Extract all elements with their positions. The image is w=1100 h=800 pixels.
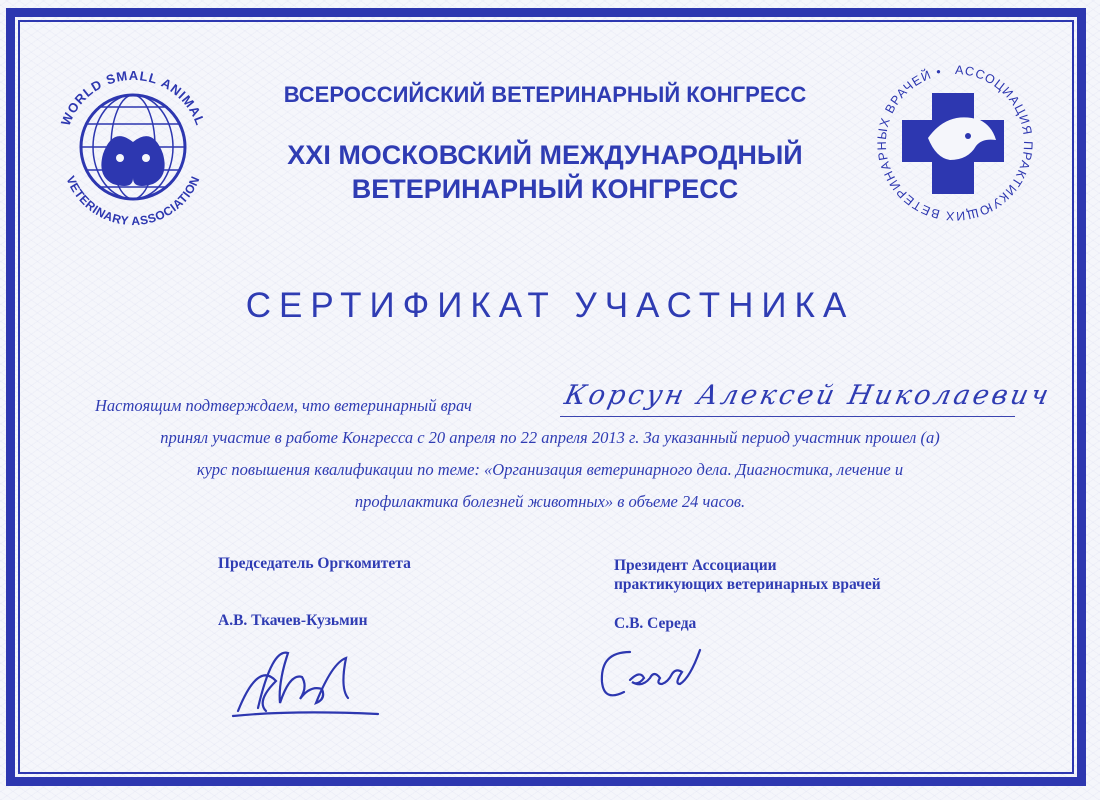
president-name: С.В. Середа: [614, 615, 697, 632]
president-title: Президент Ассоциации: [614, 557, 777, 574]
svg-text:WORLD SMALL ANIMAL: WORLD SMALL ANIMAL: [57, 67, 209, 128]
congress-title-line1: XXI МОСКОВСКИЙ МЕЖДУНАРОДНЫЙ: [287, 140, 803, 170]
congress-subtitle: ВСЕРОССИЙСКИЙ ВЕТЕРИНАРНЫЙ КОНГРЕСС: [283, 82, 807, 107]
svg-text:VETERINARY ASSOCIATION: VETERINARY ASSOCIATION: [63, 173, 203, 229]
president-title-cont: практикующих ветеринарных врачей: [614, 576, 881, 593]
signature-right: [590, 632, 720, 712]
chairman-name: А.В. Ткачев-Кузьмин: [218, 612, 368, 629]
association-logo-icon: [870, 58, 1040, 228]
participation-text: принял участие в работе Конгресса с 20 апреля по 22 апреля 2013 г. За указанный период участник прошел (а): [160, 428, 940, 447]
wsava-logo-icon: [48, 62, 218, 232]
congress-title-line2: ВЕТЕРИНАРНЫЙ КОНГРЕСС: [351, 174, 739, 204]
course-text: курс повышения квалификации по теме: «Организация ветеринарного дела. Диагностика, лечение и: [196, 460, 904, 479]
recipient-name: Корсун Алексей Николаевич: [561, 380, 1055, 411]
course-text-end: профилактика болезней животных» в объеме 24 часов.: [354, 492, 746, 511]
chairman-title: Председатель Оргкомитета: [218, 555, 411, 572]
certificate-title: СЕРТИФИКАТ УЧАСТНИКА: [245, 286, 855, 325]
signature-left: [228, 636, 388, 726]
confirmation-text: Настоящим подтверждаем, что ветеринарный врач: [95, 396, 472, 415]
svg-text:АССОЦИАЦИЯ ПРАКТИКУЮЩИХ ВЕТЕРИ: АССОЦИАЦИЯ ПРАКТИКУЮЩИХ ВЕТЕРИНАРНЫХ ВРАЧЕЙ •: [874, 62, 1036, 224]
